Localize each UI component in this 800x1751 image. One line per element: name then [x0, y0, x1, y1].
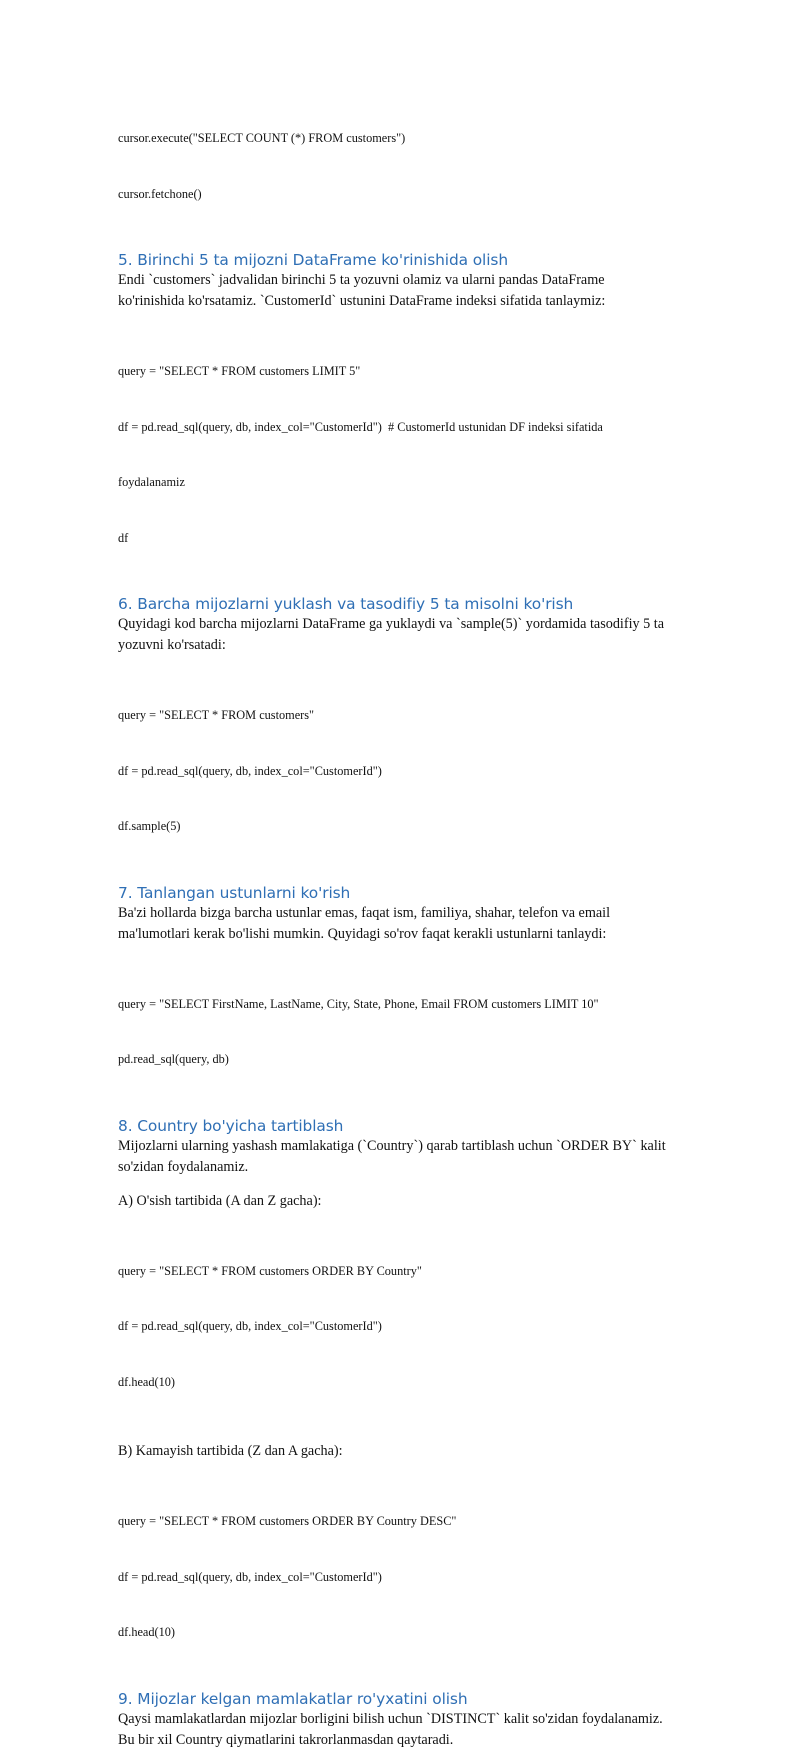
code-line: df = pd.read_sql(query, db, index_col="CustomerId") # CustomerId ustunidan DF indeksi sifatida: [118, 419, 603, 434]
section-8-heading: 8. Country bo'yicha tartiblash: [118, 1116, 344, 1135]
text-line: Bu bir xil Country qiymatlarini takrorlanmasdan qaytaradi.: [118, 1731, 454, 1748]
code-line: query = "SELECT * FROM customers LIMIT 5": [118, 364, 361, 378]
section-6-code: [118, 669, 688, 873]
document-page: [118, 92, 688, 1751]
section-9-heading: 9. Mijozlar kelgan mamlakatlar ro'yxatini olish: [118, 1689, 468, 1708]
text-line: Mijozlarni ularning yashash mamlakatiga (`Country`) qarab tartiblash uchun `ORDER BY` kalit: [118, 1137, 666, 1154]
text-line: Quyidagi kod barcha mijozlarni DataFrame ga yuklaydi va `sample(5)` yordamida tasodifiy 5 ta: [118, 616, 665, 632]
text-line: Endi `customers` jadvalidan birinchi 5 ta yozuvni olamiz va ularni pandas DataFrame: [118, 272, 605, 288]
section-8-code-b: [118, 1475, 688, 1679]
section-7-paragraph: [118, 903, 688, 945]
section-7-code: [118, 958, 688, 1106]
code-line: df.head(10): [118, 1625, 176, 1639]
code-line: df.sample(5): [118, 819, 181, 833]
code-block-intro: [118, 92, 688, 240]
text-line: so'zidan foydalanamiz.: [118, 1158, 249, 1175]
text-line: yozuvni ko'rsatadi:: [118, 637, 226, 653]
code-line: df: [118, 530, 129, 545]
section-8-subheading-a: A) O'sish tartibida (A dan Z gacha):: [118, 1192, 322, 1209]
section-6-heading: 6. Barcha mijozlarni yuklash va tasodifiy 5 ta misolni ko'rish: [118, 595, 574, 613]
section-8-code-a: [118, 1225, 688, 1429]
section-7-heading: 7. Tanlangan ustunlarni ko'rish: [118, 883, 351, 902]
code-line: query = "SELECT FirstName, LastName, City, State, Phone, Email FROM customers LIMIT 10": [118, 996, 599, 1011]
section-6-paragraph: [118, 614, 688, 656]
code-line: cursor.fetchone(): [118, 186, 202, 201]
section-8-paragraph: [118, 1136, 688, 1178]
section-5-heading: 5. Birinchi 5 ta mijozni DataFrame ko'rinishida olish: [118, 251, 508, 269]
section-8-subheading-b: B) Kamayish tartibida (Z dan A gacha):: [118, 1443, 343, 1459]
code-line: cursor.execute("SELECT COUNT (*) FROM customers"): [118, 131, 406, 145]
code-line: query = "SELECT * FROM customers ORDER BY Country": [118, 1263, 422, 1278]
code-line: df = pd.read_sql(query, db, index_col="CustomerId"): [118, 1319, 382, 1333]
code-line: query = "SELECT * FROM customers": [118, 708, 315, 722]
section-5-code: [118, 325, 688, 584]
text-line: Ba'zi hollarda bizga barcha ustunlar emas, faqat ism, familiya, shahar, telefon va email: [118, 904, 611, 921]
code-line: query = "SELECT * FROM customers ORDER BY Country DESC": [118, 1514, 457, 1528]
section-9-paragraph: [118, 1709, 688, 1751]
code-line: df = pd.read_sql(query, db, index_col="CustomerId"): [118, 763, 382, 778]
code-line: df.head(10): [118, 1374, 176, 1389]
text-line: Qaysi mamlakatlardan mijozlar borligini bilish uchun `DISTINCT` kalit so'zidan foydalanamiz.: [118, 1710, 663, 1727]
code-line: foydalanamiz: [118, 475, 185, 489]
text-line: ma'lumotlari kerak bo'lishi mumkin. Quyidagi so'rov faqat kerakli ustunlarni tanlaydi:: [118, 925, 607, 942]
code-line: pd.read_sql(query, db): [118, 1052, 229, 1066]
section-5-paragraph: [118, 270, 688, 312]
text-line: ko'rinishida ko'rsatamiz. `CustomerId` ustunini DataFrame indeksi sifatida tanlaymiz:: [118, 293, 606, 309]
code-line: df = pd.read_sql(query, db, index_col="CustomerId"): [118, 1569, 382, 1584]
